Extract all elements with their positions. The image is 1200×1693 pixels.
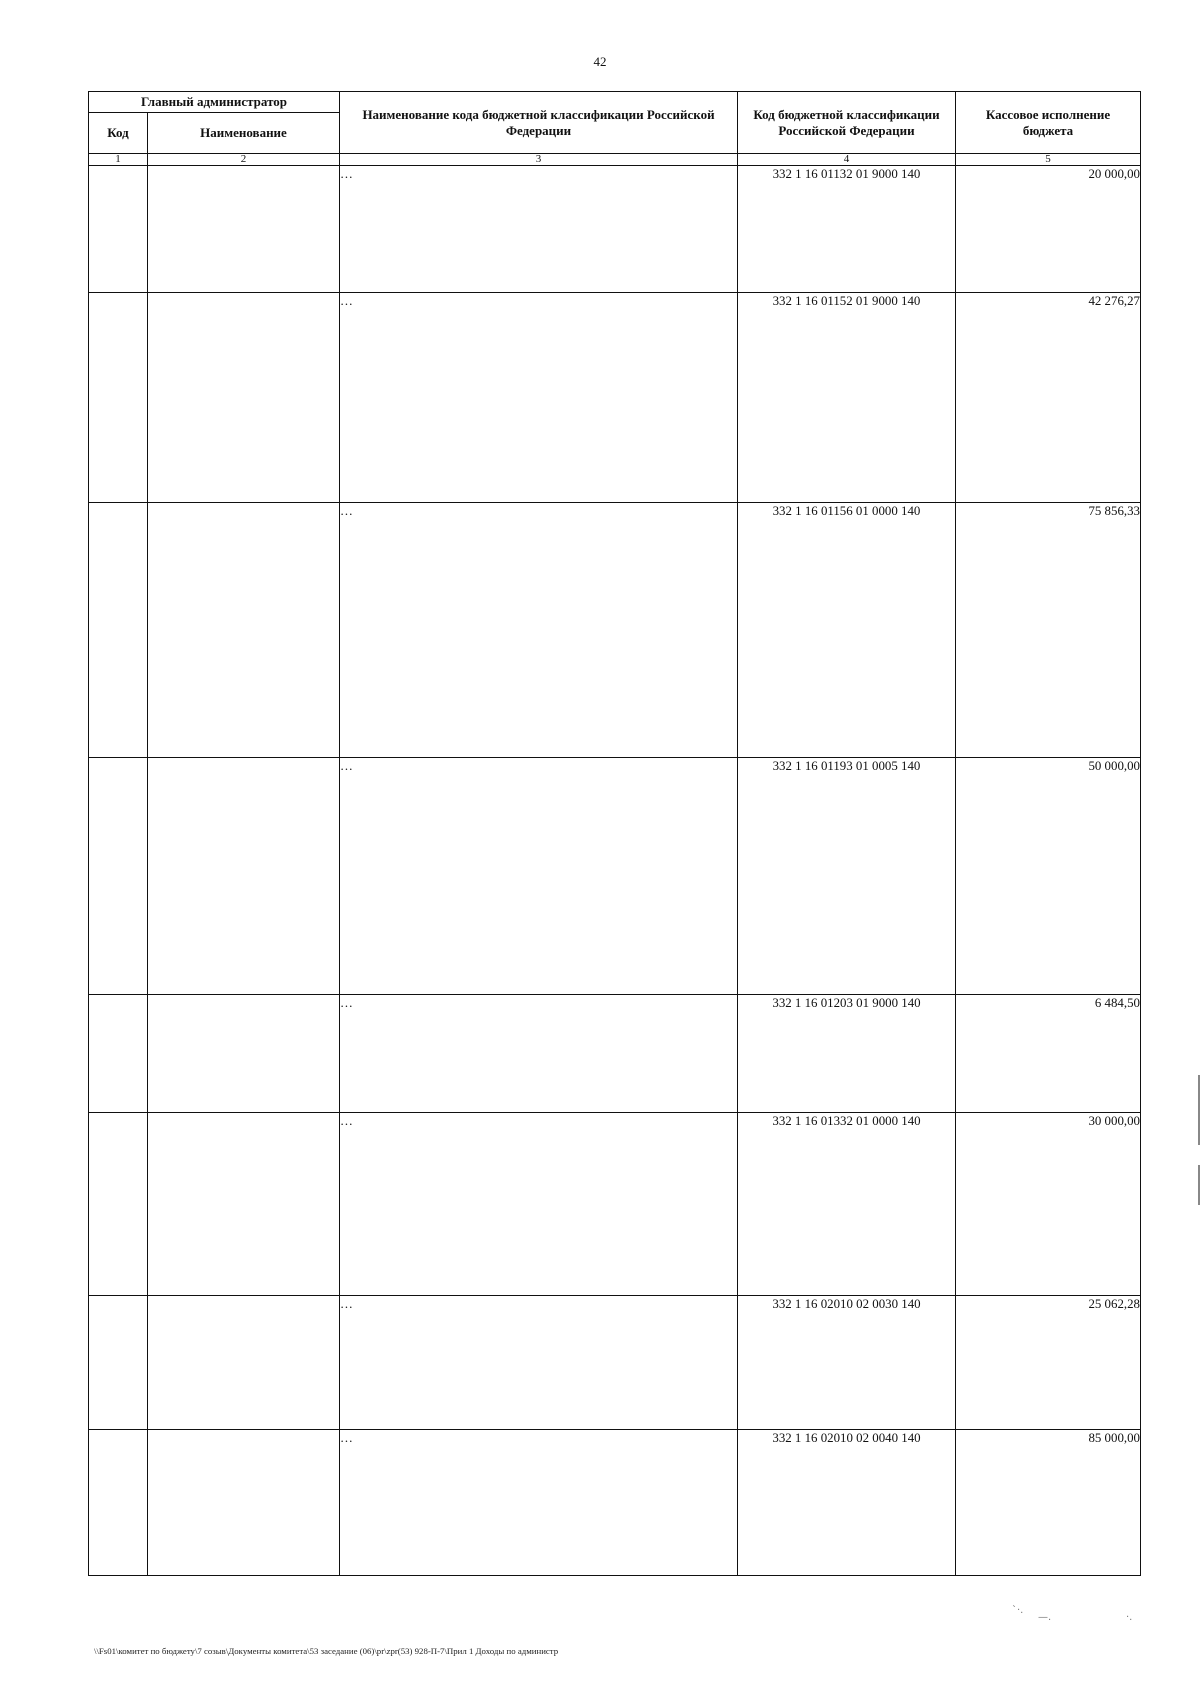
row-amount: 42 276,27 xyxy=(956,293,1141,503)
admin-name-cell xyxy=(148,293,340,503)
admin-name-cell xyxy=(148,503,340,758)
header-main-administrator: Главный администратор xyxy=(89,92,340,113)
row-amount: 20 000,00 xyxy=(956,166,1141,293)
row-classification-code: 332 1 16 01156 01 0000 140 xyxy=(738,503,956,758)
header-classification-name: Наименование кода бюджетной классификации Российской Федерации xyxy=(340,92,738,154)
row-amount: 85 000,00 xyxy=(956,1430,1141,1576)
admin-code-cell xyxy=(89,1430,148,1576)
row-classification-code: 332 1 16 01193 01 0005 140 xyxy=(738,758,956,995)
row-classification-code: 332 1 16 01332 01 0000 140 xyxy=(738,1113,956,1296)
row-description: … xyxy=(340,503,738,758)
scan-speck: `·. xyxy=(1012,1605,1024,1616)
header-code: Код xyxy=(89,113,148,154)
admin-code-cell xyxy=(89,1113,148,1296)
header-budget-execution: Кассовое исполнение бюджета xyxy=(956,92,1141,154)
row-amount: 50 000,00 xyxy=(956,758,1141,995)
row-description: … xyxy=(340,758,738,995)
admin-code-cell xyxy=(89,166,148,293)
row-amount: 6 484,50 xyxy=(956,995,1141,1113)
scan-speck: —. xyxy=(1038,1612,1052,1623)
scan-speck: ·. xyxy=(1126,1612,1133,1623)
admin-name-cell xyxy=(148,1296,340,1430)
admin-name-cell xyxy=(148,1430,340,1576)
row-classification-code: 332 1 16 01152 01 9000 140 xyxy=(738,293,956,503)
row-classification-code: 332 1 16 01132 01 9000 140 xyxy=(738,166,956,293)
row-amount: 30 000,00 xyxy=(956,1113,1141,1296)
row-classification-code: 332 1 16 02010 02 0030 140 xyxy=(738,1296,956,1430)
row-classification-code: 332 1 16 01203 01 9000 140 xyxy=(738,995,956,1113)
file-path-footer: \\Fs01\комитет по бюджету\7 созыв\Документы комитета\53 заседание (06)\pr\zpr(53) 928-П-7\Прил 1 Доходы по администр xyxy=(94,1646,559,1656)
table-row xyxy=(89,1113,1141,1296)
table-row xyxy=(89,1296,1141,1430)
admin-code-cell xyxy=(89,758,148,995)
header-classification-code: Код бюджетной классификации Российской Федерации xyxy=(738,92,956,154)
table-row xyxy=(89,503,1141,758)
table-row xyxy=(89,1430,1141,1576)
admin-code-cell xyxy=(89,293,148,503)
admin-name-cell xyxy=(148,166,340,293)
header-name: Наименование xyxy=(148,113,340,154)
column-number: 1 xyxy=(89,154,148,166)
admin-code-cell xyxy=(89,995,148,1113)
table-row xyxy=(89,166,1141,293)
row-description: … xyxy=(340,1113,738,1296)
table-row xyxy=(89,758,1141,995)
column-number: 4 xyxy=(738,154,956,166)
admin-code-cell xyxy=(89,1296,148,1430)
row-amount: 25 062,28 xyxy=(956,1296,1141,1430)
table-row xyxy=(89,995,1141,1113)
budget-table xyxy=(88,91,1141,1576)
admin-name-cell xyxy=(148,1113,340,1296)
admin-name-cell xyxy=(148,758,340,995)
row-classification-code: 332 1 16 02010 02 0040 140 xyxy=(738,1430,956,1576)
row-amount: 75 856,33 xyxy=(956,503,1141,758)
admin-code-cell xyxy=(89,503,148,758)
column-number: 3 xyxy=(340,154,738,166)
row-description: … xyxy=(340,293,738,503)
row-description: … xyxy=(340,995,738,1113)
row-description: … xyxy=(340,166,738,293)
column-number: 2 xyxy=(148,154,340,166)
row-description: … xyxy=(340,1430,738,1576)
row-description: … xyxy=(340,1296,738,1430)
column-number: 5 xyxy=(956,154,1141,166)
page-number: 42 xyxy=(593,54,607,69)
table-row xyxy=(89,293,1141,503)
admin-name-cell xyxy=(148,995,340,1113)
